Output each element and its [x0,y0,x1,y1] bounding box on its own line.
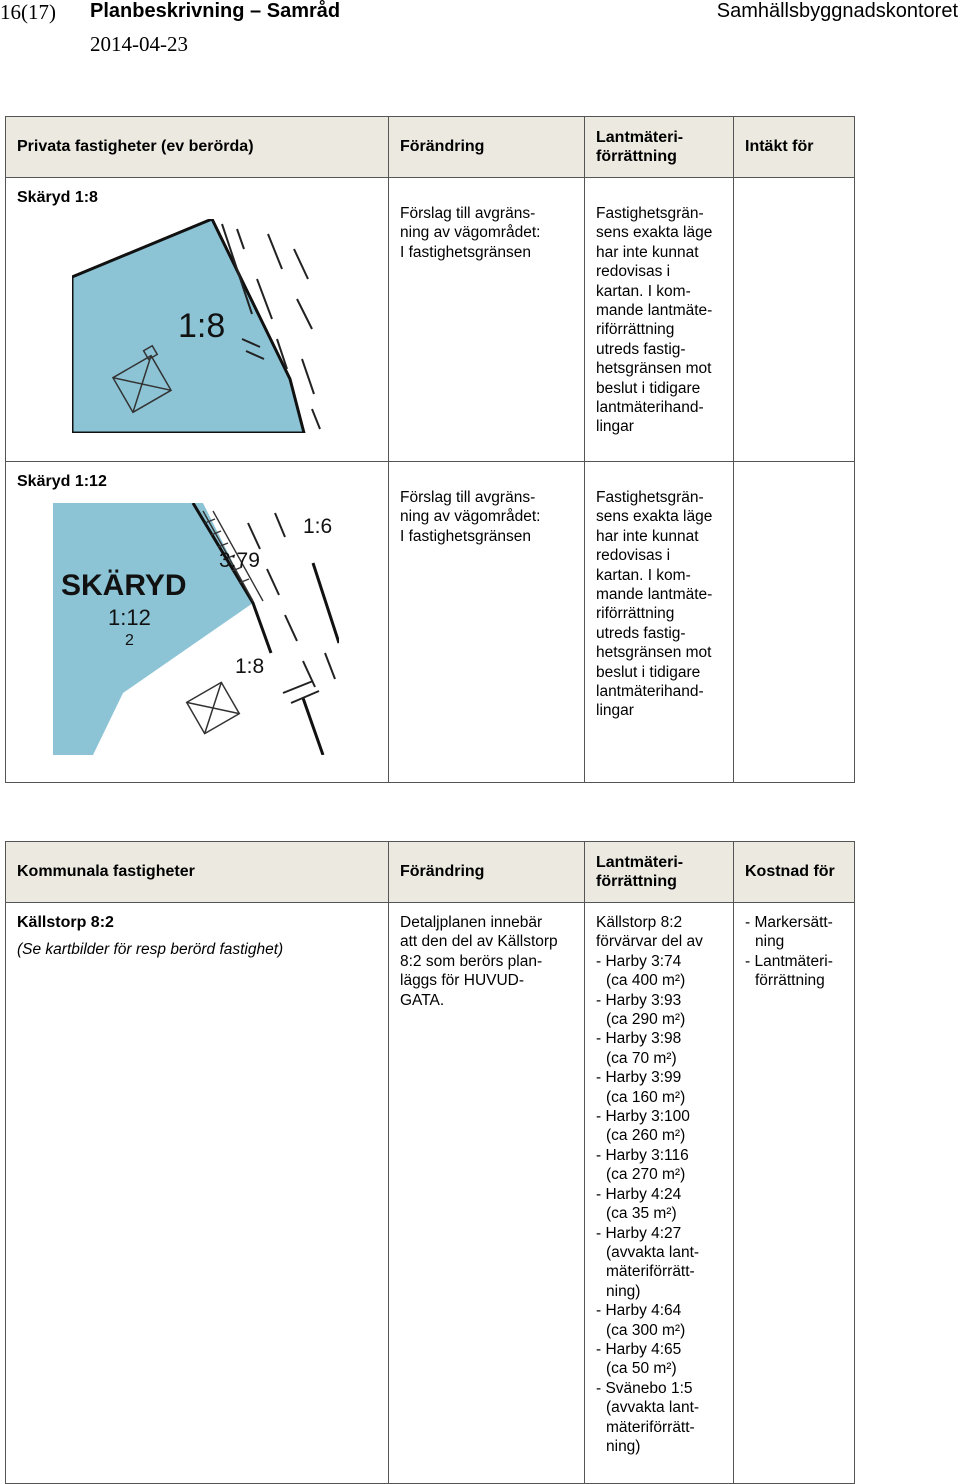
text-line: - Harby 3:100 [596,1108,690,1126]
header-private-properties: Privata fastigheter (ev berörda) [6,117,389,178]
text-line: Detaljplanen innebär [400,914,543,931]
cost-cell [734,903,855,1484]
text-line: (ca 300 m²) [606,1321,686,1339]
text-line: har inte kunnat [596,243,699,261]
survey-cell [585,178,734,462]
text-line: läggs för HUVUD- [400,972,525,990]
text-line: ning av vägområdet: [400,508,541,526]
text-line: Fastighetsgrän- [596,489,704,506]
cost-text [745,913,846,991]
property-name: Skäryd 1:12 [17,473,107,490]
text-line: - Markersätt- [745,914,833,931]
property-cell [6,903,389,1484]
text-line: riförrättning [596,321,675,339]
text-line: utreds fastig- [596,340,686,358]
text-line: (avvakta lant- [606,1399,700,1417]
map-label: 1:12 [108,605,151,631]
text-line: lantmäterihand- [596,683,704,701]
map-label: 1:8 [235,655,265,679]
text-line: lingar [596,702,634,720]
text-line: sens exakta läge [596,224,713,242]
header-change: Förändring [389,117,585,178]
text-line: redovisas i [596,547,671,565]
text-line: Källstorp 8:2 [596,914,683,931]
survey-text [596,204,725,437]
text-line: I fastighetsgränsen [400,527,531,545]
header-survey [585,842,734,903]
document-date: 2014-04-23 [90,32,188,56]
map-label: 3:79 [219,549,260,573]
change-cell [389,178,585,462]
text-line: (ca 35 m²) [606,1205,677,1223]
page-number: 16(17) [0,0,56,24]
text-line: beslut i tidigare [596,379,701,397]
property-cell [6,462,389,783]
survey-cell [585,462,734,783]
office-name: Samhällsbyggnadskontoret [716,0,958,22]
text-line: att den del av Källstorp [400,933,558,951]
text-line: har inte kunnat [596,527,699,545]
text-line: - Harby 3:74 [596,952,682,970]
change-text [400,488,576,546]
text-line: (ca 260 m²) [606,1127,686,1145]
text-line: - Harby 4:24 [596,1185,682,1203]
table-row [6,903,855,1484]
survey-text [596,913,725,1456]
parcel-map-skaryd-1-8 [72,219,322,433]
table-row [6,462,855,783]
header-survey-line1: Lantmäteri- [596,128,684,146]
property-name: Källstorp 8:2 [17,914,114,931]
text-line: lantmäterihand- [596,399,704,417]
table-header-row [6,842,855,903]
text-line: förrättning [755,972,825,990]
change-cell [389,903,585,1484]
text-line: (ca 70 m²) [606,1049,677,1067]
text-line: (ca 290 m²) [606,1011,686,1029]
header-survey-line1: Lantmäteri- [596,853,684,871]
change-text [400,204,576,262]
text-line: I fastighetsgränsen [400,243,531,261]
text-line: - Harby 3:93 [596,991,682,1009]
header-cost: Kostnad för [734,842,855,903]
text-line: - Svänebo 1:5 [596,1379,693,1397]
parcel-map-skaryd-1-12 [53,503,339,755]
text-line: kartan. I kom- [596,566,691,584]
text-line: (ca 400 m²) [606,972,686,990]
text-line: ning [755,933,785,951]
text-line: riförrättning [596,605,675,623]
text-line: utreds fastig- [596,624,686,642]
text-line: 8:2 som berörs plan- [400,952,543,970]
text-line: - Harby 3:99 [596,1069,682,1087]
header-survey-line2: förrättning [596,148,677,165]
text-line: - Harby 3:116 [596,1146,689,1164]
header-municipal-properties: Kommunala fastigheter [6,842,389,903]
income-cell [734,462,855,783]
text-line: - Harby 4:27 [596,1224,682,1242]
text-line: sens exakta läge [596,508,713,526]
text-line: (avvakta lant- [606,1243,700,1261]
document-title: Planbeskrivning – Samråd [90,0,341,22]
text-line: lingar [596,418,634,436]
text-line: (ca 160 m²) [606,1088,686,1106]
survey-text [596,488,725,721]
text-line: (ca 50 m²) [606,1360,677,1378]
text-line: - Harby 3:98 [596,1030,682,1048]
text-line: mande lantmäte- [596,302,713,320]
change-text [400,913,576,1010]
text-line: kartan. I kom- [596,282,691,300]
municipal-properties-table [5,841,855,1484]
private-properties-table [5,116,855,783]
table-header-row [6,117,855,178]
map-label: 1:8 [178,307,226,346]
text-line: hetsgränsen mot [596,360,712,378]
map-label: 1:6 [303,515,333,539]
text-line: ning) [606,1282,641,1300]
property-cell [6,178,389,462]
text-line: - Harby 4:64 [596,1302,682,1320]
header-survey-line2: förrättning [596,873,677,890]
property-name: Skäryd 1:8 [17,189,98,206]
property-note: (Se kartbilder för resp berörd fastighet) [17,941,284,959]
header-income: Intäkt för [734,117,855,178]
survey-cell [585,903,734,1484]
text-line: (ca 270 m²) [606,1166,686,1184]
header-change: Förändring [389,842,585,903]
map-label: 2 [125,632,134,650]
text-line: ning av vägområdet: [400,224,541,242]
text-line: mäteriförrätt- [606,1418,695,1436]
text-line: Förslag till avgräns- [400,489,536,506]
text-line: GATA. [400,991,445,1009]
text-line: mande lantmäte- [596,586,713,604]
income-cell [734,178,855,462]
map-label: SKÄRYD [61,569,187,603]
text-line: - Lantmäteri- [745,952,833,970]
change-cell [389,462,585,783]
text-line: ning) [606,1437,641,1455]
table-row [6,178,855,462]
text-line: mäteriförrätt- [606,1263,695,1281]
text-line: förvärvar del av [596,933,703,951]
text-line: - Harby 4:65 [596,1340,682,1358]
header-survey [585,117,734,178]
text-line: hetsgränsen mot [596,644,712,662]
text-line: Förslag till avgräns- [400,205,536,222]
text-line: Fastighetsgrän- [596,205,704,222]
text-line: redovisas i [596,263,671,281]
text-line: beslut i tidigare [596,663,701,681]
